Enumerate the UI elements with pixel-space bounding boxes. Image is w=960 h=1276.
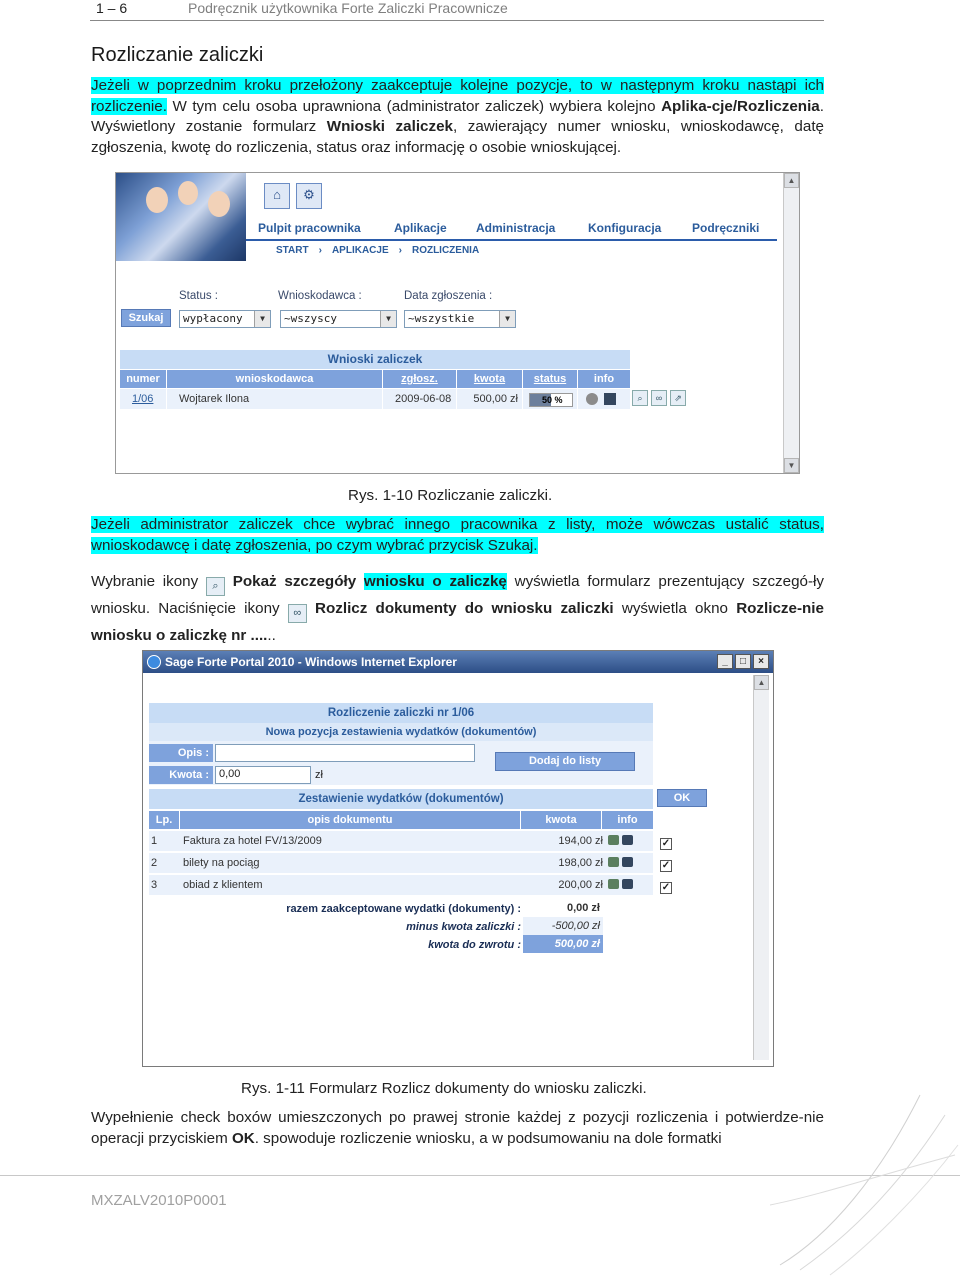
list-title: Zestawienie wydatków (dokumentów) <box>149 789 653 809</box>
row-opis: obiad z klientem <box>183 879 263 891</box>
opis-label: Opis : <box>149 744 213 762</box>
column-header-wnioskodawca[interactable]: wnioskodawca <box>167 370 382 388</box>
text: Wypełnienie check boxów umieszczonych po prawej stronie każdej z pozycji rozliczenia i potwierdze-nie operacji przyciskiem <box>91 1109 824 1147</box>
row-kwota: 194,00 zł <box>558 835 603 847</box>
ok-button[interactable]: OK <box>657 789 707 807</box>
approver-icon <box>622 857 633 867</box>
summary-label-refund: kwota do zwrotu : <box>428 939 521 951</box>
status-select[interactable] <box>179 310 271 328</box>
approver-icon <box>622 835 633 845</box>
minimize-icon[interactable]: _ <box>717 654 733 669</box>
row-kwota: 500,00 zł <box>457 389 522 409</box>
text: wyświetla formularz prezentujący szczegó-ły wniosku. Naciśnięcie ikony <box>91 573 824 617</box>
chevron-down-icon: ▼ <box>254 311 270 327</box>
screenshot-wnioski-zaliczek <box>115 172 800 474</box>
applicant-select-value: ~wszyscy <box>284 312 337 325</box>
text: wyświetla okno <box>613 600 737 617</box>
form-name: Wnioski zaliczek <box>326 118 453 135</box>
ie-logo-icon <box>147 655 161 669</box>
date-select-value: ~wszystkie <box>408 312 475 325</box>
banner-photo <box>116 173 246 261</box>
summary-label-accepted: razem zaakceptowane wydatki (dokumenty) : <box>286 903 521 915</box>
page-number: 1 – 6 <box>96 0 128 16</box>
figure-caption-2: Rys. 1-11 Formularz Rozlicz dokumenty do wniosku zaliczki. <box>241 1080 647 1097</box>
row-info-icons <box>604 831 633 851</box>
breadcrumb-rozliczenia[interactable]: ROZLICZENIA <box>411 245 480 256</box>
date-filter-label: Data zgłoszenia : <box>404 290 493 302</box>
page-header <box>90 0 824 21</box>
paragraph-icons <box>91 569 824 648</box>
row-checkbox[interactable]: ✓ <box>661 860 671 871</box>
table-row <box>149 853 653 873</box>
highlighted-text: Jeżeli w poprzednim kroku przełożony zaakceptuje kolejne pozycje, to w następnym kroku nastąpi ich rozliczenie. <box>91 77 824 115</box>
row-lp: 2 <box>151 857 158 869</box>
breadcrumb-separator: › <box>318 245 322 256</box>
breadcrumb-separator: › <box>398 245 402 256</box>
column-header-status[interactable]: status <box>523 370 577 388</box>
breadcrumb <box>276 245 489 256</box>
date-select[interactable] <box>404 310 516 328</box>
column-header-kwota[interactable]: kwota <box>457 370 522 388</box>
text: . Wyświetlony zostanie formularz <box>91 97 824 135</box>
vertical-scrollbar[interactable] <box>753 675 769 1060</box>
vertical-scrollbar[interactable] <box>783 173 799 473</box>
settle-icon: ∞ <box>288 604 307 623</box>
column-header-zglosz[interactable]: zgłosz. <box>383 370 456 388</box>
screenshot-rozliczenie-window <box>142 650 774 1067</box>
column-header-kwota: kwota <box>521 811 601 829</box>
row-info <box>578 389 630 409</box>
opis-input[interactable] <box>215 744 475 762</box>
breadcrumb-aplikacje[interactable]: APLIKACJE <box>331 245 389 256</box>
form-title: Rozliczenie zaliczki nr 1/06 <box>149 703 653 723</box>
window-title: Sage Forte Portal 2010 - Windows Internet Explorer <box>165 655 457 669</box>
magnifier-icon: ⌕ <box>206 577 225 596</box>
maximize-icon[interactable]: □ <box>735 654 751 669</box>
row-info-icons <box>604 853 633 873</box>
menu-item-administracja[interactable]: Administracja <box>476 221 556 235</box>
row-status <box>523 389 577 409</box>
export-icon[interactable]: ⇗ <box>670 390 686 406</box>
row-opis: Faktura za hotel FV/13/2009 <box>183 835 322 847</box>
row-numer-link[interactable]: 1/06 <box>120 389 166 409</box>
status-select-value: wypłacony <box>183 312 243 325</box>
row-lp: 1 <box>151 835 158 847</box>
kwota-label: Kwota : <box>149 766 213 784</box>
summary-label-advance: minus kwota zaliczki : <box>406 921 521 933</box>
action-name-highlighted: wniosku o zaliczkę <box>363 573 507 590</box>
document-code: MXZALV2010P0001 <box>91 1192 227 1209</box>
decorative-swirl <box>770 1085 960 1276</box>
status-filter-label: Status : <box>179 290 218 302</box>
add-to-list-button[interactable]: Dodaj do listy <box>495 752 635 771</box>
approver-icon <box>622 879 633 889</box>
table-row <box>149 875 653 895</box>
row-info-icons <box>604 875 633 895</box>
action-name: Pokaż szczegóły <box>232 573 364 590</box>
accept-icon[interactable] <box>608 879 619 889</box>
menu-item-konfiguracja[interactable]: Konfiguracja <box>588 221 662 235</box>
action-name: Rozlicz dokumenty do wniosku zaliczki <box>315 600 614 617</box>
text: . spowoduje rozliczenie wniosku, a w podsumowaniu na dole formatki <box>254 1129 722 1147</box>
sitemap-icon[interactable]: ⚙ <box>296 183 322 209</box>
paragraph-intro <box>91 76 824 158</box>
window-name: Rozlicze-nie wniosku o zaliczkę nr .... <box>91 600 824 644</box>
home-icon[interactable]: ⌂ <box>264 183 290 209</box>
settle-documents-icon[interactable]: ∞ <box>651 390 667 406</box>
row-opis: bilety na pociąg <box>183 857 260 869</box>
kwota-input[interactable]: 0,00 <box>215 766 311 784</box>
text: , zawierający numer wniosku, wnioskodawcę, datę zgłoszenia, kwotę do rozliczenia, status oraz informację o osobie wnioskującej. <box>91 118 824 156</box>
row-wnioskodawca: Wojtarek Ilona <box>167 389 382 409</box>
paragraph-confirm <box>91 1108 824 1149</box>
currency-label: zł <box>315 769 323 781</box>
applicant-filter-label: Wnioskodawca : <box>278 290 362 302</box>
approver-icon <box>604 393 616 405</box>
scroll-up-icon[interactable]: ▲ <box>754 675 769 690</box>
row-actions <box>630 389 690 409</box>
summary-value-refund: 500,00 zł <box>523 935 603 953</box>
row-lp: 3 <box>151 879 158 891</box>
paragraph-search <box>91 515 824 556</box>
column-header-lp: Lp. <box>149 811 179 829</box>
row-checkbox[interactable]: ✓ <box>661 838 671 849</box>
manual-title: Podręcznik użytkownika Forte Zaliczki Pracownicze <box>188 0 508 16</box>
window-titlebar <box>143 651 773 673</box>
status-progress-label: 50 % <box>542 395 563 405</box>
text: Wybranie ikony <box>91 573 206 590</box>
highlighted-text: Jeżeli administrator zaliczek chce wybrać innego pracownika z listy, może wówczas ustalić status, wnioskodawcę i datę zgłoszenia, po czym wybrać przycisk Szukaj. <box>91 516 824 554</box>
section-title: Rozliczanie zaliczki <box>91 44 264 66</box>
menu-item-pulpit[interactable]: Pulpit pracownika <box>258 221 361 235</box>
figure-caption-1: Rys. 1-10 Rozliczanie zaliczki. <box>348 487 553 504</box>
column-header-numer[interactable]: numer <box>120 370 166 388</box>
column-header-opis: opis dokumentu <box>180 811 520 829</box>
row-data: 2009-06-08 <box>383 389 456 409</box>
text: W tym celu osoba uprawniona (administrator zaliczek) wybiera kolejno <box>166 97 662 115</box>
breadcrumb-start[interactable]: START <box>276 245 309 256</box>
close-icon[interactable]: × <box>753 654 769 669</box>
row-checkbox[interactable]: ✓ <box>661 882 671 893</box>
details-magnifier-icon[interactable]: ⌕ <box>632 390 648 406</box>
menu-item-podreczniki[interactable]: Podręczniki <box>692 221 760 235</box>
person-icon <box>586 393 598 405</box>
column-header-info: info <box>602 811 653 829</box>
search-button[interactable]: Szukaj <box>121 309 171 327</box>
summary-value-accepted: 0,00 zł <box>523 899 603 917</box>
scroll-up-icon[interactable]: ▲ <box>784 173 799 188</box>
text: .. <box>267 627 276 644</box>
main-menu <box>246 215 777 241</box>
row-kwota: 200,00 zł <box>558 879 603 891</box>
ok-reference: OK <box>231 1129 255 1147</box>
column-header-info: info <box>578 370 630 388</box>
panel-title: Wnioski zaliczek <box>120 350 630 369</box>
scroll-down-icon[interactable]: ▼ <box>784 458 799 473</box>
form-subtitle: Nowa pozycja zestawienia wydatków (dokumentów) <box>149 723 653 741</box>
top-icons <box>264 183 328 209</box>
chevron-down-icon: ▼ <box>380 311 396 327</box>
summary-value-advance: -500,00 zł <box>523 917 603 935</box>
accept-icon[interactable] <box>608 857 619 867</box>
chevron-down-icon: ▼ <box>499 311 515 327</box>
status-progress-bar <box>529 393 573 407</box>
menu-item-aplikacje[interactable]: Aplikacje <box>394 221 447 235</box>
accept-icon[interactable] <box>608 835 619 845</box>
row-kwota: 198,00 zł <box>558 857 603 869</box>
menu-path: Aplika-cje/Rozliczenia <box>661 97 820 115</box>
table-row <box>149 831 653 851</box>
applicant-select[interactable] <box>280 310 397 328</box>
